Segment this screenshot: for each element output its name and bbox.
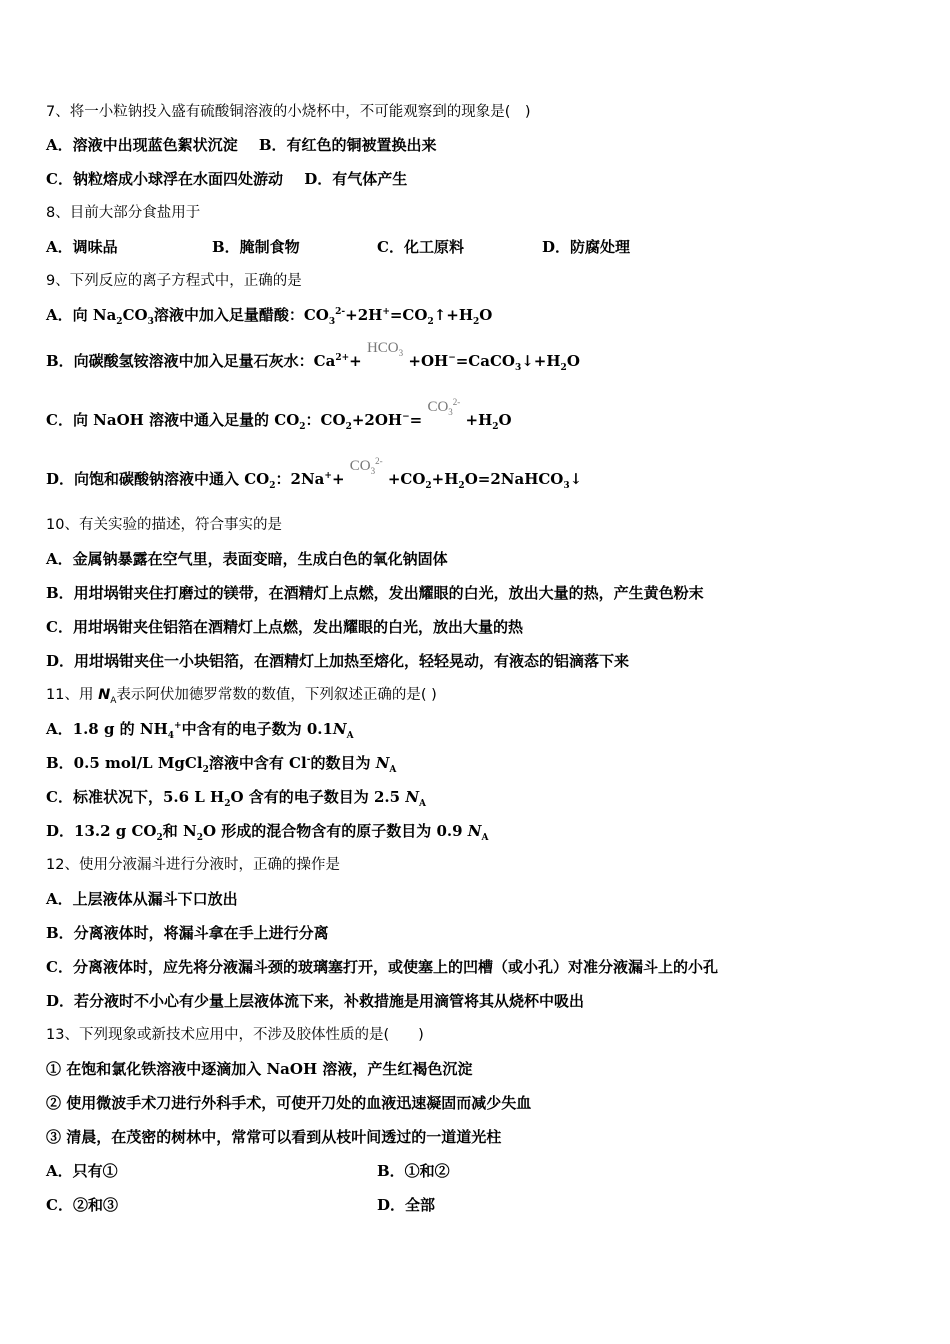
q11-stem: 11、用 $N_A$表示阿伏加德罗常数的数值，下列叙述正确的是( ) <box>46 687 437 706</box>
q8-option-b: B．腌制食物 <box>212 238 300 256</box>
q8-option-a: A．调味品 <box>46 238 118 256</box>
q8-option-d: D．防腐处理 <box>542 238 631 256</box>
q9-option-c: C．向 NaOH 溶液中通入足量的 $CO_2$：$CO_2+2OH^-= CO_3^{2-} +H_2O$ <box>46 397 512 432</box>
q11-option-d: D．13.2 g $CO_2$和 $N_2O$ 形成的混合物含有的原子数目为 0.9 $N_A$ <box>46 822 489 843</box>
q7-option-c: C．钠粒熔成小球浮在水面四处游动 <box>46 170 283 188</box>
q13-option-c: C．②和③ <box>46 1196 118 1214</box>
q10-stem: 10、有关实验的描述，符合事实的是 <box>46 517 282 533</box>
q9-stem: 9、下列反应的离子方程式中，正确的是 <box>46 273 302 289</box>
q13-statement-2: ② 使用微波手术刀进行外科手术，可使开刀处的血液迅速凝固而减少失血 <box>46 1094 532 1112</box>
q7-option-d: D．有气体产生 <box>304 170 408 188</box>
q11-option-c: C．标准状况下，5.6 L $H_2O$ 含有的电子数目为 2.5 $N_A$ <box>46 788 427 809</box>
q12-stem: 12、使用分液漏斗进行分液时，正确的操作是 <box>46 857 340 873</box>
q13-option-d: D．全部 <box>377 1196 436 1214</box>
co3-formula: $CO_3^{2-}$ <box>349 456 383 476</box>
q13-statement-3: ③ 清晨，在茂密的树林中，常常可以看到从枝叶间透过的一道道光柱 <box>46 1128 502 1146</box>
hco3-formula: $HCO_3$ <box>366 340 404 358</box>
q13-stem: 13、下列现象或新技术应用中，不涉及胶体性质的是( ) <box>46 1027 424 1043</box>
q7-options-row-2 <box>46 169 407 189</box>
q9-option-d: D．向饱和碳酸钠溶液中通入 $CO_2$：$2Na^++ CO_3^{2-}$ $+CO_2+H_2O=2NaHCO_3↓$ <box>46 456 583 491</box>
q10-option-a: A．金属钠暴露在空气里，表面变暗，生成白色的氧化钠固体 <box>46 550 448 568</box>
q9-option-b: B．向碳酸氢铵溶液中加入足量石灰水：$Ca^{2+}+ HCO_3$ $+OH^-=CaCO_3↓+H_2O$ <box>46 340 580 373</box>
q12-option-a: A．上层液体从漏斗下口放出 <box>46 890 238 908</box>
q11-option-b: B．0.5 mol/L MgCl$_2$溶液中含有 Cl-的数目为 $N_A$ <box>46 754 397 775</box>
q10-option-b: B．用坩埚钳夹住打磨过的镁带，在酒精灯上点燃，发出耀眼的白光，放出大量的热，产生黄色粉末 <box>46 584 704 602</box>
q7-stem: 7、将一小粒钠投入盛有硫酸铜溶液的小烧杯中，不可能观察到的现象是( ) <box>46 104 531 120</box>
q8-option-c: C．化工原料 <box>377 238 464 256</box>
q13-option-a: A．只有① <box>46 1162 118 1180</box>
q12-option-b: B．分离液体时，将漏斗拿在手上进行分离 <box>46 924 329 942</box>
q13-statement-1: ① 在饱和氯化铁溶液中逐滴加入 NaOH 溶液，产生红褐色沉淀 <box>46 1060 473 1078</box>
q12-option-d: D．若分液时不小心有少量上层液体流下来，补救措施是用滴管将其从烧杯中吸出 <box>46 992 585 1010</box>
q7-option-b: B．有红色的铜被置换出来 <box>258 136 437 154</box>
q10-option-d: D．用坩埚钳夹住一小块铝箔，在酒精灯上加热至熔化，轻轻晃动，有液态的铝滴落下来 <box>46 652 630 670</box>
q12-option-c: C．分离液体时，应先将分液漏斗颈的玻璃塞打开，或使塞上的凹槽（或小孔）对准分液漏斗上的小孔 <box>46 958 718 976</box>
q9-option-a: A．向 $Na_2CO_3$溶液中加入足量醋酸：$CO_3^{2-}+2H^+=CO_2↑+H_2O$ <box>46 306 493 327</box>
q7-options-row-1 <box>46 135 437 155</box>
q7-option-a: A．溶液中出现蓝色絮状沉淀 <box>46 136 238 154</box>
q10-option-c: C．用坩埚钳夹住铝箔在酒精灯上点燃，发出耀眼的白光，放出大量的热 <box>46 618 523 636</box>
co3-formula: $CO_3^{2-}$ <box>427 397 461 417</box>
q8-stem: 8、目前大部分食盐用于 <box>46 205 201 221</box>
q13-option-b: B．①和② <box>377 1162 450 1180</box>
q11-option-a: A．1.8 g 的 $NH_4^+$中含有的电子数为 $0.1N_A$ <box>46 720 354 741</box>
